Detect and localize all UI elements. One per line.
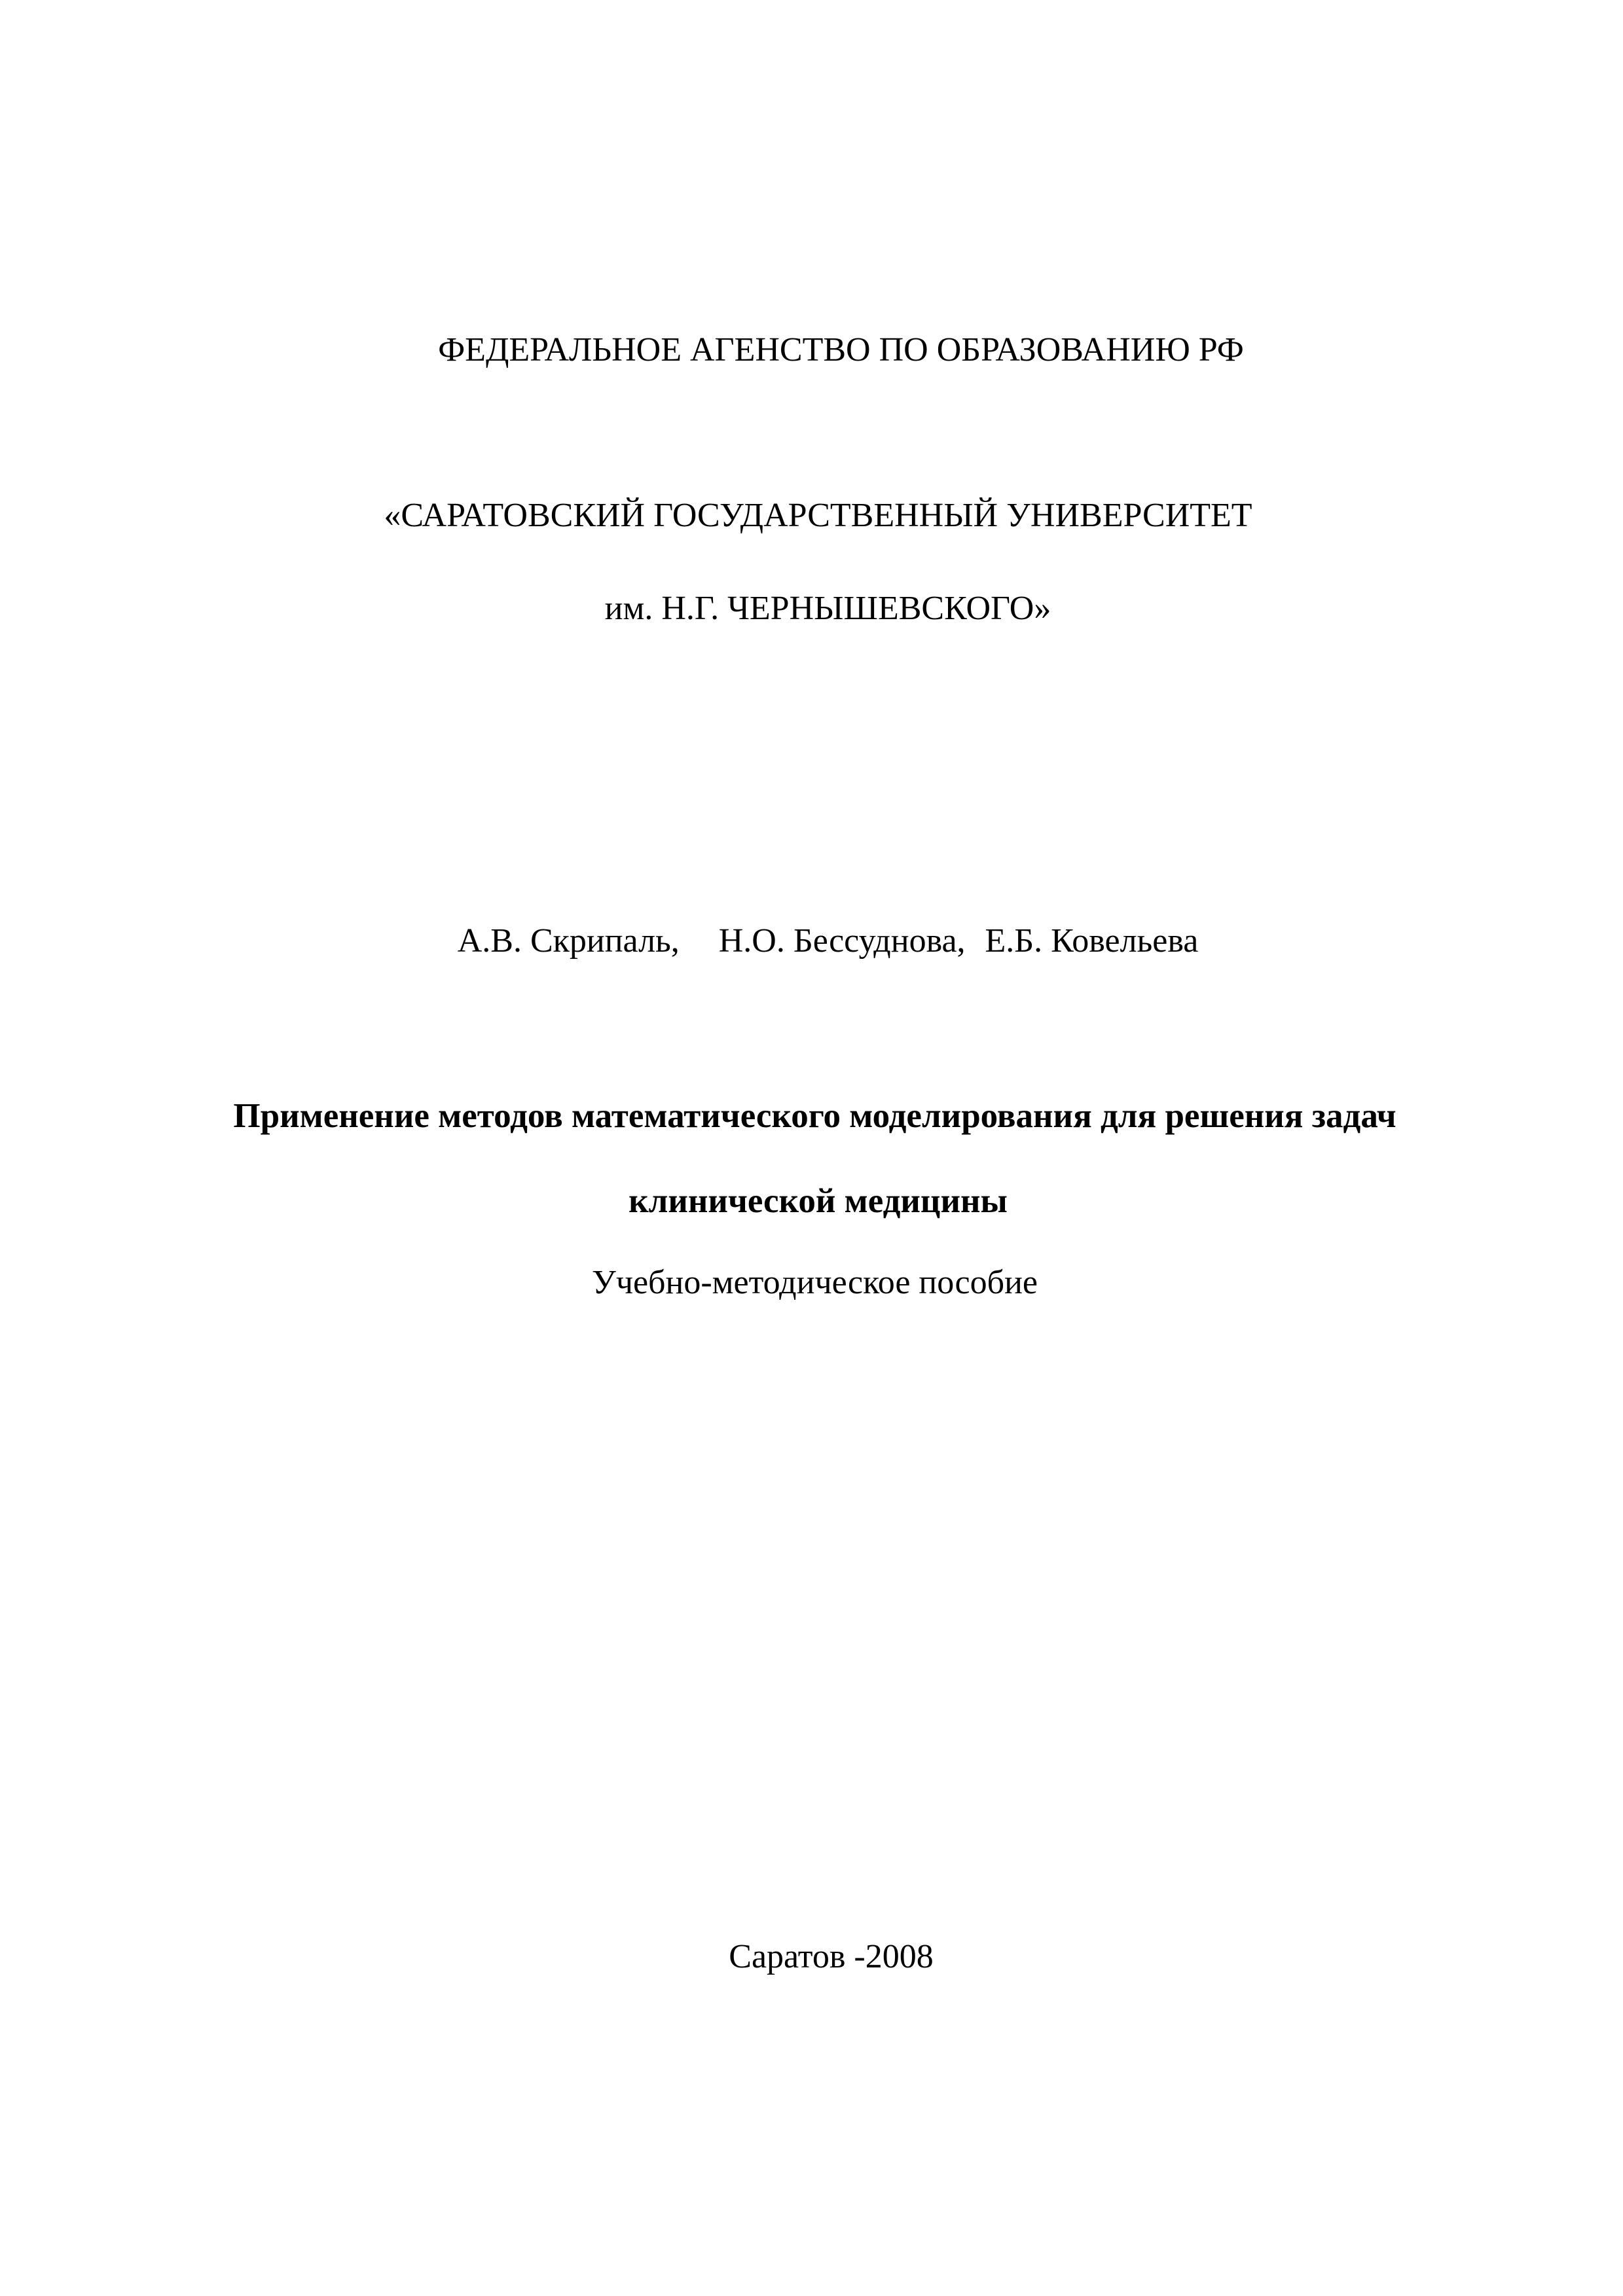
document-title-line-1: Применение методов математического моделирования для решения задач — [233, 1097, 1396, 1135]
author-1: А.В. Скрипаль, — [457, 922, 680, 960]
document-title-line-2: клинической медицины — [629, 1182, 1008, 1220]
university-heading: «САРАТОВСКИЙ ГОСУДАРСТВЕННЫЙ УНИВЕРСИТЕТ — [384, 497, 1252, 534]
author-2: Н.О. Бессуднова, — [718, 922, 966, 960]
city-year: Саратов -2008 — [729, 1938, 934, 1975]
authors-line — [16, 922, 1623, 961]
university-name: им. Н.Г. ЧЕРНЫШЕВСКОГО» — [604, 590, 1051, 627]
author-3: Е.Б. Ковельева — [985, 922, 1199, 960]
agency-heading: ФЕДЕРАЛЬНОЕ АГЕНСТВО ПО ОБРАЗОВАНИЮ РФ — [438, 331, 1244, 368]
document-subtitle: Учебно-методическое пособие — [592, 1264, 1038, 1301]
